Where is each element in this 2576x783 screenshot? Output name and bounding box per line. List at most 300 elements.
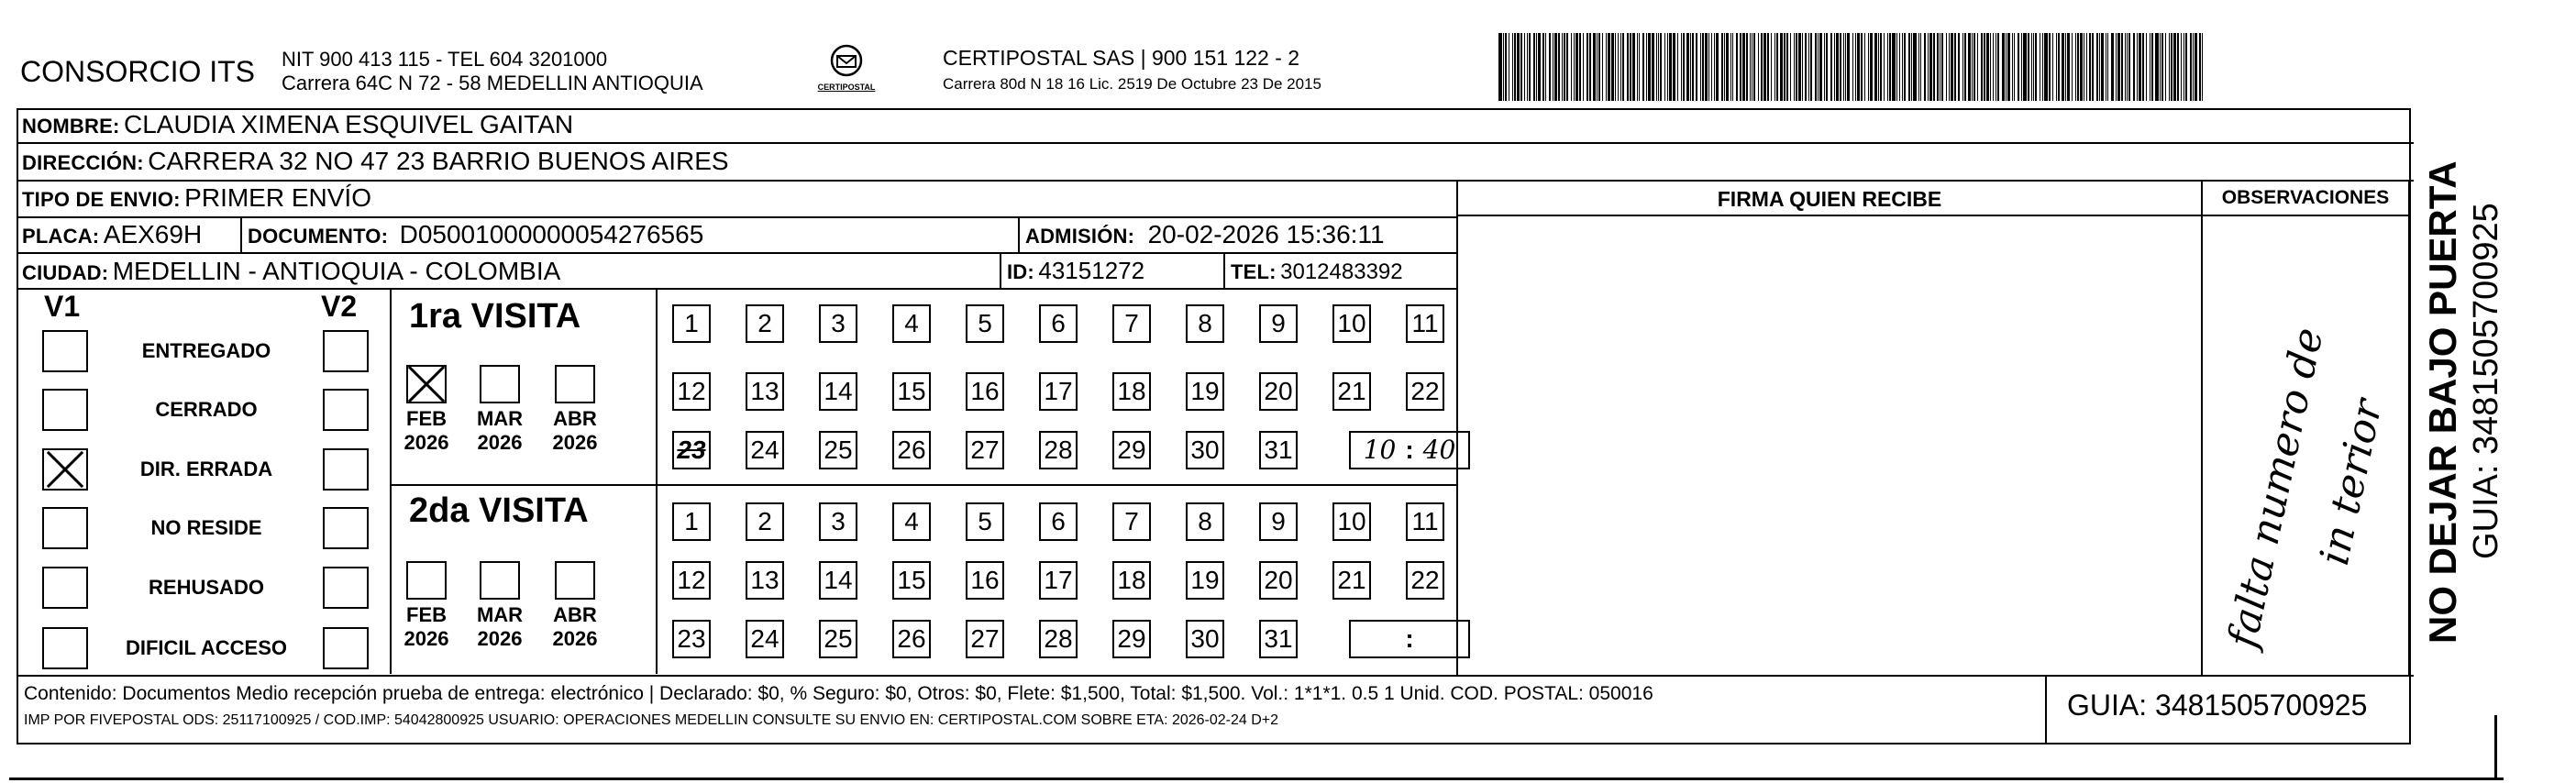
- visit1-title: 1ra VISITA: [409, 297, 581, 336]
- barcode-bar: [1847, 33, 1850, 101]
- barcode-bar: [1993, 33, 1994, 101]
- tipo-envio-value: PRIMER ENVÍO: [184, 183, 371, 212]
- barcode-bar: [2161, 33, 2163, 101]
- barcode-bar: [1918, 33, 1919, 101]
- barcode-bar: [2195, 33, 2197, 101]
- visit1-month-label: ABR: [553, 407, 597, 430]
- observaciones-handwriting-1: falta numero de: [2219, 324, 2333, 652]
- barcode-bar: [2031, 33, 2032, 101]
- barcode-bar: [2014, 33, 2015, 101]
- ciudad-value: MEDELLIN - ANTIOQUIA - COLOMBIA: [112, 257, 561, 285]
- barcode-bar: [2092, 33, 2094, 101]
- barcode-bar: [1746, 33, 1748, 101]
- nombre-label: NOMBRE:: [22, 115, 120, 138]
- visit1-day-box[interactable]: 23: [672, 431, 711, 469]
- ciudad-row: [22, 257, 560, 286]
- barcode-bar: [1575, 33, 1578, 101]
- barcode-bar: [1899, 33, 1900, 101]
- barcode-bar: [2193, 33, 2194, 101]
- observaciones-handwriting-2: in terior: [2311, 395, 2392, 569]
- barcode-bar: [1716, 33, 1719, 101]
- visit1-day-box[interactable]: 13: [746, 372, 784, 411]
- nombre-row: [22, 110, 573, 141]
- barcode-bar: [1587, 33, 1588, 101]
- barcode-bar: [1954, 33, 1956, 101]
- barcode-bar: [1986, 33, 1989, 101]
- barcode-bar: [1843, 33, 1844, 101]
- barcode-bar: [1566, 33, 1568, 101]
- barcode-bar: [1597, 33, 1598, 101]
- visit2-day-box[interactable]: 7: [1112, 502, 1151, 541]
- barcode-bar: [1819, 33, 1822, 101]
- visit1-month-checkbox[interactable]: [406, 365, 447, 403]
- visit2-day-box[interactable]: 11: [1406, 502, 1444, 541]
- direccion-label: DIRECCIÓN:: [22, 151, 144, 174]
- tipo-envio-label: TIPO DE ENVIO:: [22, 188, 181, 211]
- barcode-bar: [1984, 33, 1985, 101]
- company-nit: NIT 900 413 115 - TEL 604 3201000: [282, 48, 608, 71]
- barcode-bar: [2033, 33, 2034, 101]
- barcode-bar: [1583, 33, 1584, 101]
- barcode-bar: [2139, 33, 2141, 101]
- v1-checkbox[interactable]: [42, 627, 88, 669]
- barcode-bar: [1997, 33, 1999, 101]
- visit1-month-year: 2026: [404, 431, 449, 454]
- barcode-bar: [1658, 33, 1659, 101]
- visit2-day-box[interactable]: 22: [1406, 561, 1444, 600]
- barcode-bar: [1618, 33, 1619, 101]
- reason-label: NO RESIDE: [150, 516, 262, 539]
- visit2-day-box[interactable]: 8: [1186, 502, 1224, 541]
- visit1-day-box[interactable]: 19: [1186, 372, 1224, 411]
- barcode-bar: [1700, 33, 1701, 101]
- visit1-day-box[interactable]: 20: [1259, 372, 1298, 411]
- visit2-month-year: 2026: [552, 627, 598, 650]
- visit2-month-checkbox[interactable]: [555, 561, 595, 600]
- barcode-bar: [1798, 33, 1801, 101]
- v1-checkbox[interactable]: [42, 448, 88, 491]
- barcode-bar: [1503, 33, 1504, 101]
- barcode-bar: [1834, 33, 1835, 101]
- barcode-bar: [1542, 33, 1544, 101]
- visit1-day-box[interactable]: 3: [819, 304, 857, 343]
- visit2-day-box[interactable]: 27: [966, 620, 1004, 658]
- barcode-bar: [1958, 33, 1960, 101]
- certipostal-logo: [817, 40, 876, 101]
- barcode-bar: [2155, 33, 2159, 101]
- tel-label: TEL:: [1231, 260, 1277, 283]
- barcode-bar: [2099, 33, 2100, 101]
- id-row: [1007, 257, 1144, 285]
- v1-checkbox[interactable]: [42, 567, 88, 609]
- id-value: 43151272: [1038, 257, 1145, 284]
- barcode-bar: [2067, 33, 2070, 101]
- barcode-bar: [1681, 33, 1682, 101]
- visit1-day-box[interactable]: 27: [966, 431, 1004, 469]
- barcode-bar: [1908, 33, 1910, 101]
- barcode-bar: [1648, 33, 1651, 101]
- tipo-envio-row: [22, 183, 371, 213]
- visit2-day-box[interactable]: 2: [746, 502, 784, 541]
- barcode-bar: [1554, 33, 1557, 101]
- visit1-day-box[interactable]: 5: [966, 304, 1004, 343]
- visit1-day-box[interactable]: 12: [672, 372, 711, 411]
- barcode-bar: [1669, 33, 1672, 101]
- barcode-bar: [2101, 33, 2104, 101]
- barcode-bar: [1696, 33, 1697, 101]
- barcode-bar: [1538, 33, 1541, 101]
- barcode-bar: [2056, 33, 2057, 101]
- barcode-bar: [2062, 33, 2064, 101]
- visit1-day-box[interactable]: 21: [1332, 372, 1371, 411]
- barcode-bar: [1794, 33, 1795, 101]
- barcode-bar: [2096, 33, 2098, 101]
- barcode-bar: [1855, 33, 1856, 101]
- visit2-day-box[interactable]: 3: [819, 502, 857, 541]
- barcode-bar: [1692, 33, 1694, 101]
- barcode-bar: [1708, 33, 1709, 101]
- visit2-day-box[interactable]: 25: [819, 620, 857, 658]
- barcode-bar: [2002, 33, 2005, 101]
- barcode-bar: [1780, 33, 1783, 101]
- ciudad-label: CIUDAD:: [22, 261, 109, 284]
- v2-checkbox[interactable]: [323, 627, 369, 669]
- visit2-day-box[interactable]: 23: [672, 620, 711, 658]
- barcode-bar: [1724, 33, 1725, 101]
- nombre-value: CLAUDIA XIMENA ESQUIVEL GAITAN: [123, 110, 574, 138]
- visit1-day-box[interactable]: 4: [892, 304, 931, 343]
- barcode-bar: [2035, 33, 2037, 101]
- barcode-bar: [2125, 33, 2126, 101]
- barcode-bar: [1845, 33, 1846, 101]
- visit2-day-box[interactable]: 10: [1332, 502, 1371, 541]
- barcode-bar: [1790, 33, 1791, 101]
- barcode-bar: [1937, 33, 1939, 101]
- barcode-bar: [1892, 33, 1896, 101]
- barcode-bar: [1887, 33, 1888, 101]
- visit1-day-box[interactable]: 10: [1332, 304, 1371, 343]
- barcode-bar: [1878, 33, 1879, 101]
- visit1-day-box[interactable]: 15: [892, 372, 931, 411]
- visit2-day-box[interactable]: 26: [892, 620, 931, 658]
- barcode-bar: [2116, 33, 2117, 101]
- barcode-bar: [1964, 33, 1966, 101]
- visit2-time-box[interactable]: [1349, 620, 1470, 658]
- visit2-month-checkbox[interactable]: [406, 561, 447, 600]
- visit2-day-box[interactable]: 30: [1186, 620, 1224, 658]
- visit1-month-year: 2026: [477, 431, 523, 454]
- visit1-time-box[interactable]: [1349, 431, 1470, 469]
- tel-value: 3012483392: [1280, 259, 1403, 284]
- visit2-day-box[interactable]: 5: [966, 502, 1004, 541]
- reason-label: DIFICIL ACCESO: [125, 636, 287, 659]
- barcode-bar: [1920, 33, 1921, 101]
- visit1-day-box[interactable]: 30: [1186, 431, 1224, 469]
- visit2-day-box[interactable]: 9: [1259, 502, 1298, 541]
- reason-label: REHUSADO: [149, 576, 264, 599]
- barcode-bar: [1520, 33, 1522, 101]
- barcode-bar: [2023, 33, 2027, 101]
- barcode-bar: [2117, 33, 2120, 101]
- barcode-bar: [1870, 33, 1873, 101]
- barcode-bar: [1589, 33, 1591, 101]
- visit1-month-label: MAR: [476, 407, 524, 430]
- barcode-bar: [1690, 33, 1691, 101]
- placa-label: PLACA:: [22, 225, 100, 248]
- visit2-day-box[interactable]: 29: [1112, 620, 1151, 658]
- envelope-seal-icon: [821, 40, 872, 101]
- visit2-day-box[interactable]: 20: [1259, 561, 1298, 600]
- courier-address: Carrera 80d N 18 16 Lic. 2519 De Octubre 23 De 2015: [943, 75, 1321, 93]
- barcode-bar: [2202, 33, 2203, 101]
- visit2-day-box[interactable]: 4: [892, 502, 931, 541]
- v1-checkbox[interactable]: [42, 389, 88, 431]
- barcode-bar: [1593, 33, 1596, 101]
- barcode-bar: [1646, 33, 1647, 101]
- barcode-bar: [1627, 33, 1629, 101]
- barcode-bar: [1632, 33, 1635, 101]
- barcode-bar: [1721, 33, 1723, 101]
- visit2-day-box[interactable]: 12: [672, 561, 711, 600]
- barcode-bar: [2052, 33, 2053, 101]
- barcode-bar: [1951, 33, 1953, 101]
- barcode-bar: [1667, 33, 1668, 101]
- visit1-day-box[interactable]: 1: [672, 304, 711, 343]
- barcode-bar: [2012, 33, 2013, 101]
- barcode-bar: [1786, 33, 1788, 101]
- v2-header: V2: [321, 290, 358, 323]
- visit2-day-box[interactable]: 17: [1039, 561, 1078, 600]
- barcode-bar: [1677, 33, 1678, 101]
- visit2-title: 2da VISITA: [409, 491, 589, 530]
- v2-checkbox[interactable]: [323, 330, 369, 372]
- firma-area[interactable]: [1460, 216, 2199, 673]
- barcode-bar: [1758, 33, 1759, 101]
- visit1-day-box[interactable]: 26: [892, 431, 931, 469]
- visit1-day-box[interactable]: 31: [1259, 431, 1298, 469]
- visit1-day-box[interactable]: 24: [746, 431, 784, 469]
- barcode-bar: [2107, 33, 2108, 101]
- barcode-bar: [1868, 33, 1869, 101]
- barcode-bar: [1949, 33, 1950, 101]
- barcode-bar: [2042, 33, 2043, 101]
- barcode-bar: [1732, 33, 1733, 101]
- visit1-day-box[interactable]: 14: [819, 372, 857, 411]
- barcode-bar: [2121, 33, 2123, 101]
- barcode-bar: [1761, 33, 1763, 101]
- barcode-bar: [1549, 33, 1551, 101]
- visit1-day-box[interactable]: 18: [1112, 372, 1151, 411]
- barcode-bar: [1857, 33, 1860, 101]
- barcode-bar: [2181, 33, 2182, 101]
- barcode-bar: [2169, 33, 2170, 101]
- visit2-day-box[interactable]: 16: [966, 561, 1004, 600]
- barcode-bar: [2177, 33, 2179, 101]
- barcode-bar: [1973, 33, 1975, 101]
- visit1-day-box[interactable]: 16: [966, 372, 1004, 411]
- barcode-bar: [1784, 33, 1786, 101]
- barcode-bar: [1622, 33, 1624, 101]
- visit1-day-box[interactable]: 17: [1039, 372, 1078, 411]
- visit1-day-box[interactable]: 2: [746, 304, 784, 343]
- barcode-bar: [1767, 33, 1769, 101]
- documento-value: D05001000000054276565: [399, 220, 704, 248]
- visit2-day-box[interactable]: 15: [892, 561, 931, 600]
- visit2-month-year: 2026: [477, 627, 523, 650]
- barcode-bar: [1630, 33, 1631, 101]
- barcode-bar: [1753, 33, 1755, 101]
- visit2-month-label: ABR: [553, 603, 597, 626]
- barcode-bar: [1840, 33, 1841, 101]
- reason-label: CERRADO: [155, 398, 258, 421]
- barcode-bar: [2044, 33, 2048, 101]
- barcode-bar: [1740, 33, 1741, 101]
- visit2-day-box[interactable]: 1: [672, 502, 711, 541]
- visit2-day-box[interactable]: 28: [1039, 620, 1078, 658]
- barcode-bar: [1536, 33, 1537, 101]
- barcode-bar: [1683, 33, 1685, 101]
- barcode-bar: [1826, 33, 1828, 101]
- barcode-bar: [1933, 33, 1935, 101]
- barcode-bar: [1558, 33, 1560, 101]
- barcode-bar: [1946, 33, 1947, 101]
- visit1-month-year: 2026: [552, 431, 598, 454]
- barcode-bar: [1852, 33, 1853, 101]
- documento-row: [248, 220, 703, 249]
- visit1-month-checkbox[interactable]: [480, 365, 520, 403]
- barcode-bar: [1527, 33, 1528, 101]
- barcode-bar: [1498, 33, 1502, 101]
- barcode-bar: [1517, 33, 1520, 101]
- barcode-bar: [2007, 33, 2010, 101]
- v2-checkbox[interactable]: [323, 507, 369, 549]
- barcode-bar: [1615, 33, 1616, 101]
- visit1-day-box[interactable]: 28: [1039, 431, 1078, 469]
- barcode-bar: [2111, 33, 2114, 101]
- barcode-bar: [1726, 33, 1729, 101]
- admision-label: ADMISIÓN:: [1025, 225, 1135, 248]
- barcode-bar: [1884, 33, 1885, 101]
- barcode-bar: [2006, 33, 2007, 101]
- barcode-bar: [2133, 33, 2135, 101]
- barcode-bar: [1771, 33, 1772, 101]
- barcode-bar: [2021, 33, 2022, 101]
- barcode-bar: [1686, 33, 1689, 101]
- visit2-day-box[interactable]: 6: [1039, 502, 1078, 541]
- visit2-day-box[interactable]: 14: [819, 561, 857, 600]
- barcode-bar: [1874, 33, 1877, 101]
- contenido-text: Contenido: Documentos Medio recepción prueba de entrega: electrónico | Declarado: $0, % Seguro: $0, Otros: $0, Flete: $1,500, Total: $1,500. Vol.: 1*1*1. 0.5 1 Unid. COD. POSTAL: 050016: [24, 683, 1653, 704]
- visit1-day-box[interactable]: 9: [1259, 304, 1298, 343]
- barcode-bar: [1818, 33, 1819, 101]
- barcode-bar: [1533, 33, 1535, 101]
- barcode-bar: [1928, 33, 1929, 101]
- barcode-bar: [2077, 33, 2079, 101]
- barcode-bar: [1545, 33, 1546, 101]
- barcode-bar: [1579, 33, 1581, 101]
- barcode-bar: [2128, 33, 2130, 101]
- firma-header: FIRMA QUIEN RECIBE: [1717, 187, 1942, 211]
- barcode-bar: [1889, 33, 1891, 101]
- barcode-bar: [1702, 33, 1704, 101]
- barcode-bar: [2049, 33, 2051, 101]
- barcode-bar: [1796, 33, 1797, 101]
- visit2-day-box[interactable]: 19: [1186, 561, 1224, 600]
- visit2-day-box[interactable]: 24: [746, 620, 784, 658]
- visit2-day-box[interactable]: 18: [1112, 561, 1151, 600]
- barcode-bar: [2185, 33, 2187, 101]
- reason-label: DIR. ERRADA: [139, 458, 273, 480]
- barcode-bar: [1505, 33, 1507, 101]
- admision-value: 20-02-2026 15:36:11: [1147, 220, 1385, 248]
- visit1-day-box[interactable]: 8: [1186, 304, 1224, 343]
- barcode-bar: [1524, 33, 1525, 101]
- barcode-bar: [1924, 33, 1926, 101]
- barcode-bar: [2146, 33, 2147, 101]
- barcode-bar: [1673, 33, 1675, 101]
- observaciones-header: OBSERVACIONES: [2221, 187, 2390, 208]
- barcode-bar: [2072, 33, 2073, 101]
- visit1-day-box[interactable]: 6: [1039, 304, 1078, 343]
- no-dejar-bajo-puerta: NO DEJAR BAJO PUERTA: [2421, 160, 2464, 644]
- barcode-bar: [1514, 33, 1516, 101]
- barcode-bar: [1711, 33, 1712, 101]
- v1-checkbox[interactable]: [42, 507, 88, 549]
- barcode-bar: [1941, 33, 1943, 101]
- barcode-bar: [2190, 33, 2192, 101]
- barcode-bar: [1861, 33, 1863, 101]
- reason-label: ENTREGADO: [141, 339, 271, 362]
- barcode-bar: [1642, 33, 1644, 101]
- visit1-day-box[interactable]: 22: [1406, 372, 1444, 411]
- barcode-bar: [1705, 33, 1708, 101]
- visit1-time-hour: 10: [1363, 435, 1397, 465]
- visit1-month-checkbox[interactable]: [555, 365, 595, 403]
- visit2-day-box[interactable]: 13: [746, 561, 784, 600]
- visit2-month-checkbox[interactable]: [480, 561, 520, 600]
- barcode-bar: [1529, 33, 1531, 101]
- barcode-bar: [2028, 33, 2029, 101]
- visit1-day-box[interactable]: 25: [819, 431, 857, 469]
- barcode-bar: [1962, 33, 1963, 101]
- visit2-day-box[interactable]: 21: [1332, 561, 1371, 600]
- barcode-bar: [1611, 33, 1614, 101]
- barcode-bar: [2171, 33, 2172, 101]
- v1-checkbox[interactable]: [42, 330, 88, 372]
- barcode-bar: [1808, 33, 1809, 101]
- visit1-day-box[interactable]: 7: [1112, 304, 1151, 343]
- company-name: CONSORCIO ITS: [20, 55, 256, 88]
- barcode-bar: [1652, 33, 1654, 101]
- barcode-bar: [2137, 33, 2138, 101]
- placa-value: AEX69H: [103, 220, 203, 248]
- barcode-bar: [2151, 33, 2153, 101]
- barcode-bar: [1608, 33, 1610, 101]
- imp-text: IMP POR FIVEPOSTAL ODS: 25117100925 / COD.IMP: 54042800925 USUARIO: OPERACIONES MEDELLIN CONSULTE SU ENVIO EN: CERTIPOSTAL.COM SOBRE ETA: 2026-02-24 D+2: [24, 712, 1279, 728]
- v2-checkbox[interactable]: [323, 448, 369, 491]
- v2-checkbox[interactable]: [323, 389, 369, 431]
- visit1-day-box[interactable]: 11: [1406, 304, 1444, 343]
- barcode-bar: [1730, 33, 1731, 101]
- visit1-day-box[interactable]: 29: [1112, 431, 1151, 469]
- barcode-bar: [1660, 33, 1662, 101]
- visit2-day-box[interactable]: 31: [1259, 620, 1298, 658]
- barcode-bar: [1656, 33, 1657, 101]
- placa-row: [22, 220, 202, 249]
- visit2-month-year: 2026: [404, 627, 449, 650]
- v2-checkbox[interactable]: [323, 567, 369, 609]
- barcode-bar: [1602, 33, 1603, 101]
